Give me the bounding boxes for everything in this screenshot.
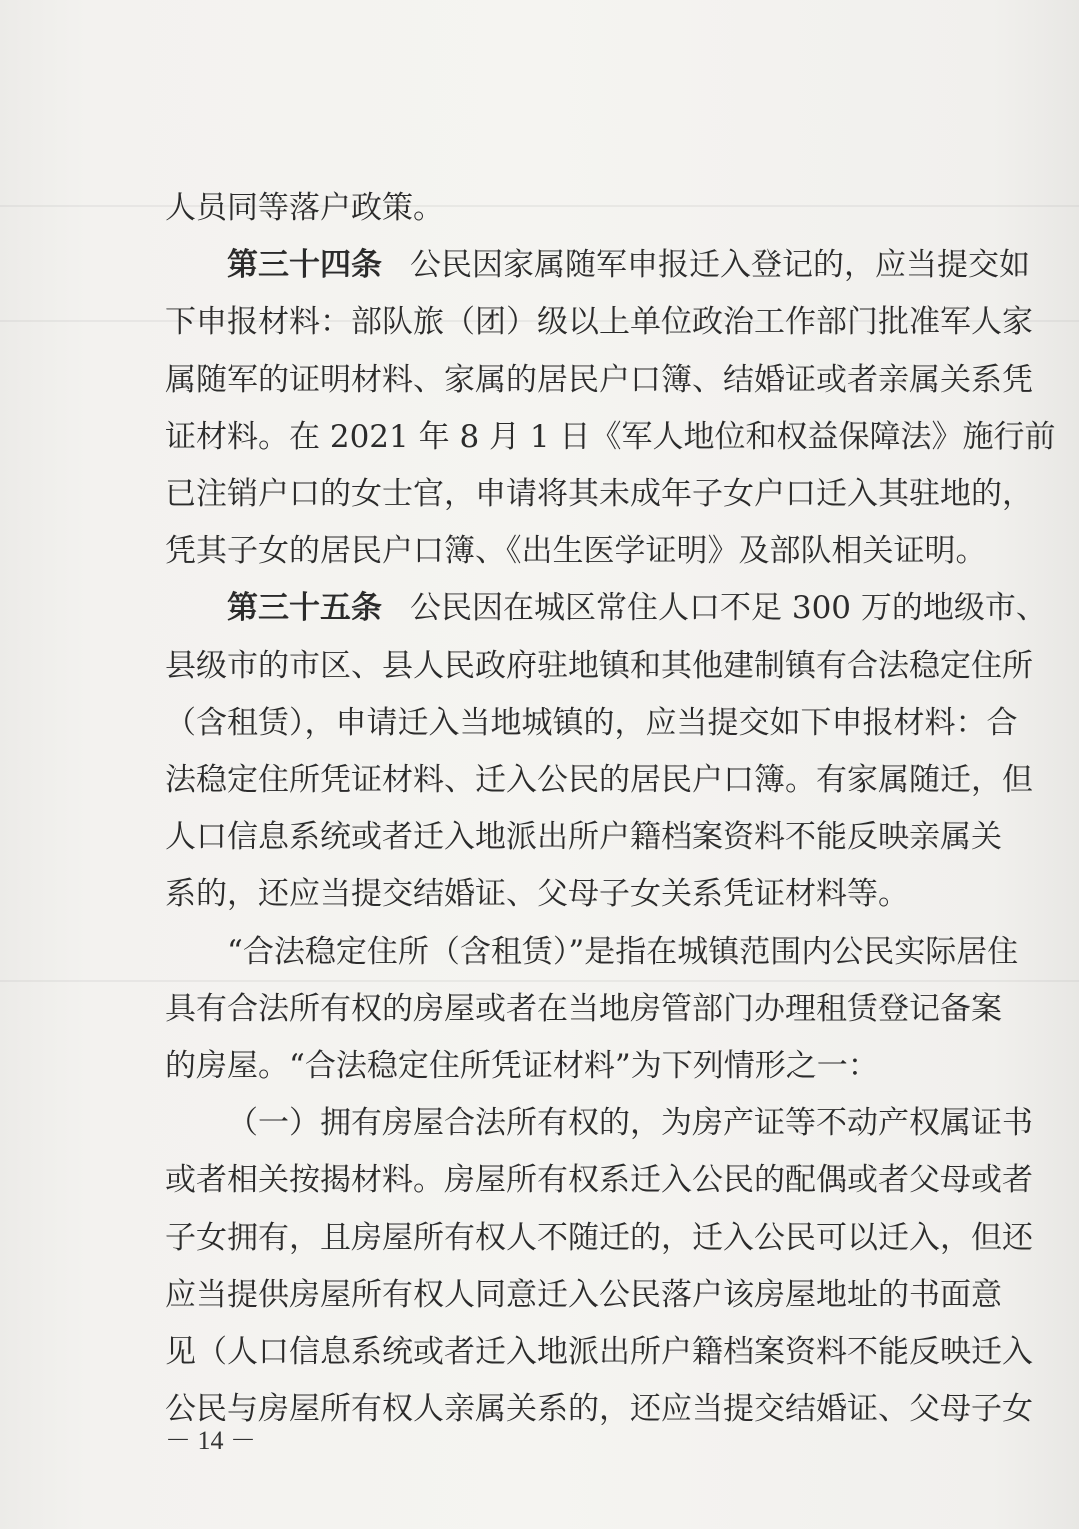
text-line	[165, 1381, 1033, 1438]
text-line	[165, 580, 1047, 637]
text-line	[165, 638, 1033, 695]
document-body	[165, 180, 1056, 1438]
line-text: 人员同等落户政策。	[165, 190, 444, 226]
text-line	[165, 1152, 1033, 1209]
text-line	[165, 809, 1002, 866]
line-text: 子女拥有，且房屋所有权人不随迁的，迁入公民可以迁入，但还	[165, 1219, 1033, 1256]
text-line	[165, 695, 1018, 752]
line-text: 系的，还应当提交结婚证、父母子女关系凭证材料等。	[165, 876, 909, 913]
text-line	[165, 981, 1002, 1038]
text-line	[165, 409, 1056, 466]
line-text: 凭其子女的居民户口簿、《出生医学证明》及部队相关证明。	[165, 533, 987, 570]
text-line	[165, 237, 1030, 294]
text-line	[165, 866, 965, 923]
text-line	[165, 466, 1033, 523]
line-text: 见（人口信息系统或者迁入地派出所户籍档案资料不能反映迁入	[165, 1334, 1033, 1371]
article-heading: 第三十四条	[227, 247, 382, 284]
text-line	[165, 180, 965, 237]
line-text: “合法稳定住所（含租赁）”是指在城镇范围内公民实际居住	[227, 933, 1019, 970]
line-text: 下申报材料：部队旅（团）级以上单位政治工作部门批准军人家	[165, 304, 1033, 341]
page-number: － 14 －	[165, 1426, 257, 1455]
text-line	[165, 752, 1033, 809]
text-line	[165, 1038, 965, 1095]
line-text: 已注销户口的女士官，申请将其未成年子女户口迁入其驻地的，	[165, 476, 1033, 513]
line-text: 具有合法所有权的房屋或者在当地房管部门办理租赁登记备案	[165, 990, 1002, 1027]
line-text: 应当提供房屋所有权人同意迁入公民落户该房屋地址的书面意	[165, 1276, 1002, 1313]
line-text: 法稳定住所凭证材料、迁入公民的居民户口簿。有家属随迁，但	[165, 762, 1033, 799]
text-line	[165, 1267, 1002, 1324]
line-text: 属随军的证明材料、家属的居民户口簿、结婚证或者亲属关系凭	[165, 361, 1033, 398]
line-text: （含租赁），申请迁入当地城镇的，应当提交如下申报材料：合	[165, 704, 1018, 741]
line-text: 县级市的市区、县人民政府驻地镇和其他建制镇有合法稳定住所	[165, 647, 1033, 684]
line-text: 人口信息系统或者迁入地派出所户籍档案资料不能反映亲属关	[165, 819, 1002, 856]
text-line	[165, 1210, 1033, 1267]
article-heading: 第三十五条	[227, 590, 382, 627]
line-text: 的房屋。“合法稳定住所凭证材料”为下列情形之一：	[165, 1048, 879, 1085]
text-line	[165, 294, 1033, 351]
line-text: 公民因家属随军申报迁入登记的，应当提交如	[410, 247, 1030, 284]
line-text: 公民与房屋所有权人亲属关系的，还应当提交结婚证、父母子女	[165, 1391, 1033, 1428]
text-line	[165, 1095, 1033, 1152]
text-line	[165, 523, 987, 580]
line-text: 公民因在城区常住人口不足 300 万的地级市、	[410, 590, 1047, 627]
text-line	[165, 1324, 1033, 1381]
line-text: （一）拥有房屋合法所有权的，为房产证等不动产权属证书	[227, 1105, 1033, 1142]
text-line	[165, 352, 1033, 409]
text-line	[165, 924, 1019, 981]
line-text: 证材料。在 2021 年 8 月 1 日《军人地位和权益保障法》施行前	[165, 418, 1056, 455]
line-text: 或者相关按揭材料。房屋所有权系迁入公民的配偶或者父母或者	[165, 1162, 1033, 1199]
